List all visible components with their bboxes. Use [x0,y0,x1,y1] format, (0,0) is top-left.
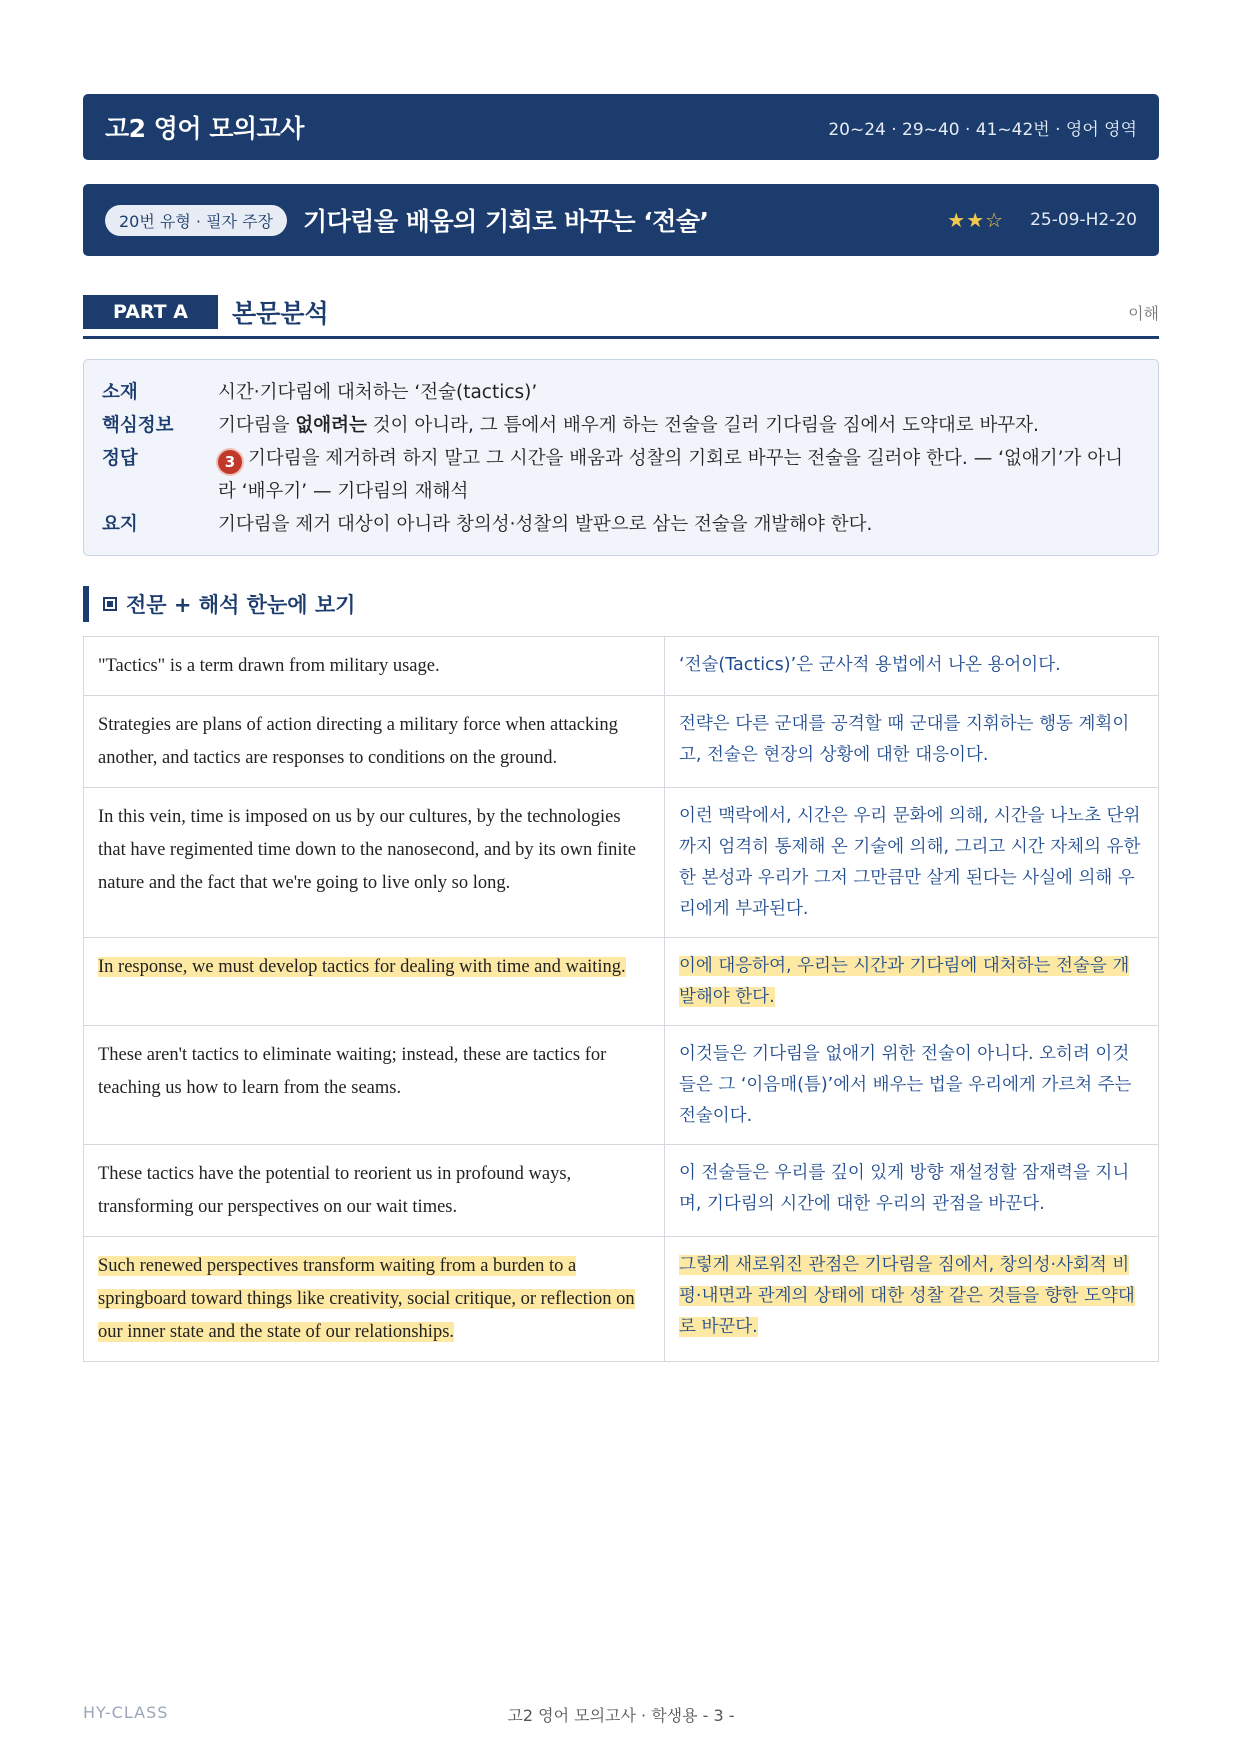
key-text-before: 기다림을 [218,415,296,436]
highlighted-text: In response, we must develop tactics for dealing with time and waiting. [98,957,626,977]
exam-header-bar [83,94,1159,160]
difficulty-stars-icon: ★★☆ [947,208,1005,232]
table-row [84,1145,1159,1237]
summary-value [218,442,1140,508]
korean-translation: 이런 맥락에서, 시간은 우리 문화에 의해, 시간을 나노초 단위까지 엄격히 통제해 온 기술에 의해, 그리고 시간 자체의 유한한 본성과 우리가 그저 그만큼만 살게 된다는 사실에 의해 우리에게 부과된다. [665,788,1159,938]
table-row-highlighted [84,1237,1159,1362]
answer-text: 기다림을 제거하려 하지 말고 그 시간을 배움과 성찰의 기회로 바꾸는 전술을 길러야 한다. — ‘없애기’가 아니라 ‘배우기’ — 기다림의 재해석 [218,448,1123,502]
korean-translation: ‘전술(Tactics)’은 군사적 용법에서 나온 용어이다. [665,637,1159,696]
summary-label: 요지 [102,514,138,535]
key-text-after: 것이 아니라, 그 틈에서 배우게 하는 전술을 길러 기다림을 짐에서 도약대로 바꾸자. [366,415,1039,436]
korean-translation: 이 전술들은 우리를 깊이 있게 방향 재설정할 잠재력을 지니며, 기다림의 시간에 대한 우리의 관점을 바꾼다. [665,1145,1159,1237]
footer-page-label: 고2 영어 모의고사 · 학생용 - 3 - [507,1706,735,1725]
question-meta [947,208,1137,232]
question-type-pill: 20번 유형 · 필자 주장 [105,205,287,236]
part-tag: PART A [83,295,218,329]
footer-brand: HY-CLASS [83,1703,169,1722]
highlighted-text: 이에 대응하여, 우리는 시간과 기다림에 대처하는 전술을 개발해야 한다. [679,956,1130,1007]
question-code: 25-09-H2-20 [1030,210,1137,230]
table-row [84,788,1159,938]
table-row [84,696,1159,788]
answer-number-icon: 3 [218,450,242,474]
page-footer [83,1703,1159,1727]
part-header [83,294,1159,339]
summary-label: 소재 [102,382,138,403]
english-sentence: These tactics have the potential to reorient us in profound ways, transforming our perspectives on our wait times. [84,1145,665,1237]
summary-label: 정답 [102,448,138,469]
section-title: 전문 + 해석 한눈에 보기 [126,593,356,617]
summary-box [83,359,1159,556]
english-sentence: Strategies are plans of action directing a military force when attacking another, and tactics are responses to conditions on the ground. [84,696,665,788]
english-sentence [84,1237,665,1362]
english-sentence: "Tactics" is a term drawn from military usage. [84,637,665,696]
exam-title: 고2 영어 모의고사 [105,114,304,143]
korean-translation: 이것들은 기다림을 없애기 위한 전술이 아니다. 오히려 이것들은 그 ‘이음매(틈)’에서 배우는 법을 우리에게 가르쳐 주는 전술이다. [665,1026,1159,1145]
summary-value [218,409,1140,442]
korean-translation: 전략은 다른 군대를 공격할 때 군대를 지휘하는 행동 계획이고, 전술은 현장의 상황에 대한 대응이다. [665,696,1159,788]
korean-translation [665,938,1159,1026]
translation-table [83,636,1159,1362]
question-header-bar [83,184,1159,256]
summary-row-gist [102,508,1140,541]
summary-value: 기다림을 제거 대상이 아니라 창의성·성찰의 발판으로 삼는 전술을 개발해야 한다. [218,514,873,535]
part-title: 본문분석 [232,299,329,328]
square-bullet-icon [103,597,117,611]
table-row [84,1026,1159,1145]
question-title: 기다림을 배움의 기회로 바꾸는 ‘전술’ [302,207,709,236]
summary-row-answer [102,442,1140,508]
key-text-bold: 없애려는 [295,415,367,436]
table-row-highlighted [84,938,1159,1026]
summary-row-subject [102,376,1140,409]
english-sentence: In this vein, time is imposed on us by our cultures, by the technologies that have regimented time down to the nanosecond, and by its own finite nature and the fact that we're going to live only so long. [84,788,665,938]
section-heading [83,586,1159,622]
table-row [84,637,1159,696]
highlighted-text: Such renewed perspectives transform waiting from a burden to a springboard toward things like creativity, social critique, or reflection on our inner state and the state of our relationships. [98,1256,635,1342]
korean-translation [665,1237,1159,1362]
english-sentence [84,938,665,1026]
summary-value: 시간·기다림에 대처하는 ‘전술(tactics)’ [218,382,538,403]
part-mode: 이해 [1128,303,1159,323]
question-range: 20~24 · 29~40 · 41~42번 · 영어 영역 [828,119,1137,140]
summary-row-key [102,409,1140,442]
english-sentence: These aren't tactics to eliminate waiting; instead, these are tactics for teaching us how to learn from the seams. [84,1026,665,1145]
summary-label: 핵심정보 [102,415,174,436]
highlighted-text: 그렇게 새로워진 관점은 기다림을 짐에서, 창의성·사회적 비평·내면과 관계의 상태에 대한 성찰 같은 것들을 향한 도약대로 바꾼다. [679,1255,1135,1337]
page [83,94,1159,1362]
